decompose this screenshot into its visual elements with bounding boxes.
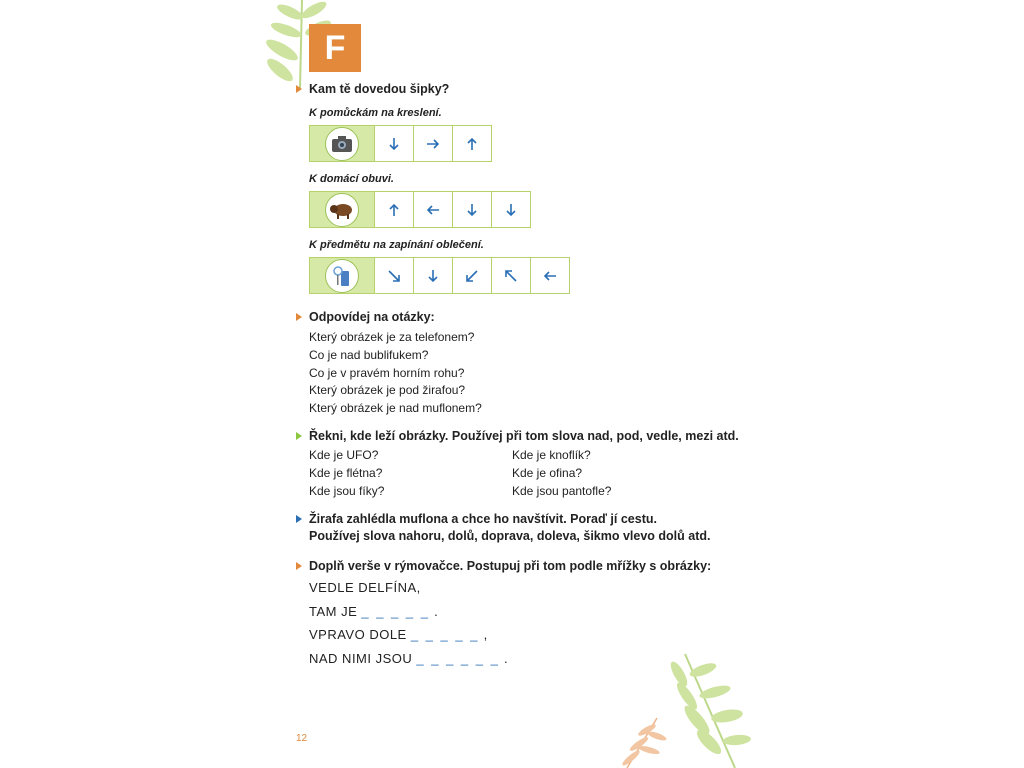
- arrow-row-3: [309, 257, 570, 294]
- arrow-cell-left: [531, 257, 570, 294]
- arrow-cell-down: [453, 191, 492, 228]
- task3-right-3: Kde jsou pantofle?: [512, 484, 612, 498]
- arrow-up-icon: [387, 203, 401, 217]
- arrow-down-icon: [504, 203, 518, 217]
- arrow-row-picture: [309, 191, 375, 228]
- task2-title-text: Odpovídej na otázky:: [309, 310, 435, 324]
- arrow-down-right-icon: [387, 269, 401, 283]
- task2-question-2: Co je nad bublifukem?: [309, 348, 429, 362]
- task3-title-text: Řekni, kde leží obrázky. Používej při tom slova nad, pod, vedle, mezi atd.: [309, 429, 739, 443]
- rhyme-line-3: [309, 627, 488, 642]
- bullet-icon: [296, 313, 302, 321]
- task4-line1: [309, 512, 657, 526]
- arrow-row-2: [309, 191, 531, 228]
- arrow-cell-left: [414, 191, 453, 228]
- rhyme-line-2: [309, 604, 438, 619]
- arrow-left-icon: [543, 269, 557, 283]
- bullet-icon: [296, 85, 302, 93]
- arrow-down-icon: [465, 203, 479, 217]
- arrow-cell-down-right: [375, 257, 414, 294]
- leaf-decoration-bottom-green: [665, 652, 755, 768]
- rhyme-blank: _ _ _ _ _: [410, 627, 480, 642]
- bullet-icon: [296, 432, 302, 440]
- arrow-cell-up: [375, 191, 414, 228]
- rhyme-end: .: [499, 651, 509, 666]
- task1-row1-label: K pomůckám na kreslení.: [309, 107, 442, 119]
- arrow-row-picture: [309, 257, 375, 294]
- task3-left-1: Kde je UFO?: [309, 448, 379, 462]
- task1-title-text: Kam tě dovedou šipky?: [309, 82, 450, 96]
- arrow-cell-down: [414, 257, 453, 294]
- arrow-left-icon: [426, 203, 440, 217]
- arrow-row-1: [309, 125, 492, 162]
- bubble-bottle-icon: [325, 259, 359, 293]
- arrow-up-icon: [465, 137, 479, 151]
- arrow-right-icon: [426, 137, 440, 151]
- camera-icon: [325, 127, 359, 161]
- rhyme-text: NAD NIMI JSOU: [309, 651, 417, 666]
- task3-left-2: Kde je flétna?: [309, 466, 383, 480]
- arrow-cell-down-left: [453, 257, 492, 294]
- page-number: 12: [296, 733, 308, 744]
- arrow-cell-up: [453, 125, 492, 162]
- rhyme-line-4: [309, 651, 508, 666]
- task2-question-5: Který obrázek je nad muflonem?: [309, 401, 482, 415]
- task1-row2-label: K domácí obuvi.: [309, 173, 394, 185]
- arrow-up-left-icon: [504, 269, 518, 283]
- rhyme-end: .: [429, 604, 439, 619]
- arrow-cell-up-left: [492, 257, 531, 294]
- task2-title: [309, 310, 435, 324]
- arrow-cell-down: [492, 191, 531, 228]
- task4-line1-text: Žirafa zahlédla muflona a chce ho navštívit. Poraď jí cestu.: [309, 512, 657, 526]
- bullet-icon: [296, 562, 302, 570]
- rhyme-end: ,: [479, 627, 488, 642]
- task4-line2: Používej slova nahoru, dolů, doprava, doleva, šikmo vlevo dolů atd.: [309, 529, 711, 543]
- task1-row3-label: K předmětu na zapínání oblečení.: [309, 239, 484, 251]
- leaf-decoration-bottom-orange: [617, 716, 667, 768]
- rhyme-line-1: [309, 580, 421, 595]
- rhyme-blank: _ _ _ _ _ _: [416, 651, 500, 666]
- arrow-down-icon: [387, 137, 401, 151]
- task3-right-2: Kde je ofina?: [512, 466, 583, 480]
- arrow-down-icon: [426, 269, 440, 283]
- rhyme-text: VEDLE DELFÍNA,: [309, 580, 421, 595]
- rhyme-blank: _ _ _ _ _: [361, 604, 430, 619]
- task3-right-1: Kde je knoflík?: [512, 448, 591, 462]
- task3-title: [309, 429, 739, 443]
- arrow-down-left-icon: [465, 269, 479, 283]
- bullet-icon: [296, 515, 302, 523]
- arrow-row-picture: [309, 125, 375, 162]
- rhyme-text: VPRAVO DOLE: [309, 627, 411, 642]
- rhyme-text: TAM JE: [309, 604, 362, 619]
- task1-title: [309, 82, 449, 96]
- task2-question-4: Který obrázek je pod žirafou?: [309, 383, 466, 397]
- task2-question-3: Co je v pravém horním rohu?: [309, 366, 465, 380]
- arrow-cell-down: [375, 125, 414, 162]
- arrow-cell-right: [414, 125, 453, 162]
- task3-left-3: Kde jsou fíky?: [309, 484, 385, 498]
- task5-title-text: Doplň verše v rýmovačce. Postupuj při tom podle mřížky s obrázky:: [309, 559, 712, 573]
- task5-title: [309, 559, 711, 573]
- task2-question-1: Který obrázek je za telefonem?: [309, 330, 475, 344]
- section-letter-badge: F: [309, 24, 361, 72]
- bison-icon: [325, 193, 359, 227]
